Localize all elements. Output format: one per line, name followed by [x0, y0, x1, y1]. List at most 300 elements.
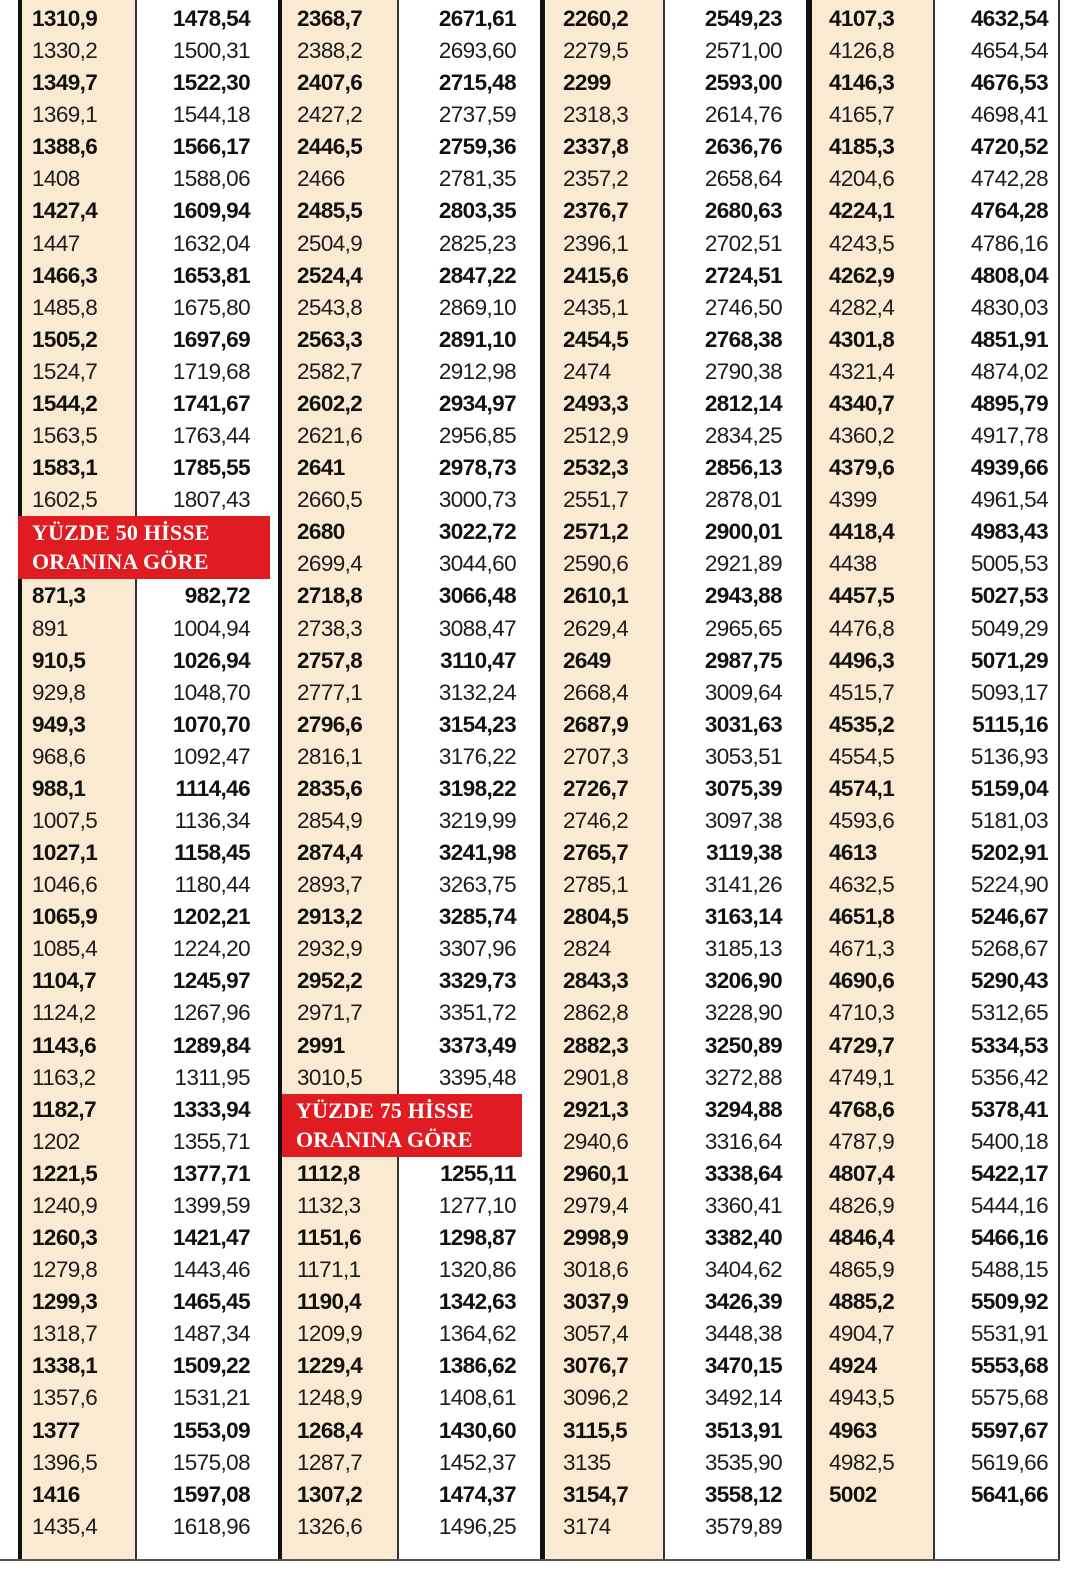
- cell-amount-value: 3022,72: [438, 519, 516, 545]
- cell-amount-value: 1465,45: [172, 1289, 250, 1315]
- cell-amount-value: 3141,26: [704, 872, 782, 898]
- cell-amount-value: 5444,16: [970, 1192, 1048, 1218]
- banner-line: ORANINA GÖRE: [32, 549, 209, 575]
- cell-share-value: 1388,6: [32, 134, 98, 160]
- cell-amount-value: 1618,96: [172, 1513, 250, 1539]
- cell-share-value: 2610,1: [563, 583, 629, 609]
- cell-share-value: 2563,3: [297, 326, 363, 352]
- cell-share-value: 3010,5: [297, 1064, 363, 1090]
- cell-amount-value: 1333,94: [172, 1096, 250, 1122]
- cell-amount-value: 1443,46: [172, 1257, 250, 1283]
- cell-amount-value: 3066,48: [438, 583, 516, 609]
- panel-3-left-rule: [540, 0, 545, 1559]
- cell-share-value: 1182,7: [32, 1096, 96, 1122]
- cell-share-value: 4613: [829, 840, 877, 866]
- cell-share-value: 2551,7: [563, 487, 629, 513]
- cell-amount-value: 3198,22: [438, 775, 516, 801]
- cell-share-value: 4885,2: [829, 1289, 895, 1315]
- cell-amount-value: 3000,73: [438, 487, 516, 513]
- cell-share-value: 4749,1: [829, 1064, 895, 1090]
- cell-share-value: 4262,9: [829, 262, 895, 288]
- cell-share-value: 2668,4: [563, 679, 629, 705]
- cell-share-value: 1287,7: [297, 1449, 363, 1475]
- cell-share-value: 2629,4: [563, 615, 629, 641]
- cell-share-value: 4321,4: [829, 358, 895, 384]
- cell-amount-value: 3579,89: [704, 1513, 782, 1539]
- cell-share-value: 1326,6: [297, 1513, 363, 1539]
- cell-share-value: 1190,4: [297, 1289, 361, 1315]
- cell-amount-value: 1267,96: [172, 1000, 250, 1026]
- cell-share-value: 4807,4: [829, 1160, 895, 1186]
- cell-share-value: 1408: [32, 166, 80, 192]
- cell-share-value: 4496,3: [829, 647, 895, 673]
- cell-amount-value: 1531,21: [172, 1385, 250, 1411]
- cell-amount-value: 3329,73: [438, 968, 516, 994]
- cell-amount-value: 1180,44: [174, 872, 250, 898]
- cell-share-value: 2777,1: [297, 679, 363, 705]
- cell-amount-value: 3294,88: [704, 1096, 782, 1122]
- cell-share-value: 1338,1: [32, 1353, 98, 1379]
- cell-share-value: 1143,6: [32, 1032, 96, 1058]
- cell-amount-value: 5115,16: [972, 711, 1048, 737]
- cell-share-value: 1307,2: [297, 1481, 363, 1507]
- cell-amount-value: 5356,42: [970, 1064, 1048, 1090]
- cell-share-value: 4729,7: [829, 1032, 895, 1058]
- cell-share-value: 988,1: [32, 775, 86, 801]
- cell-share-value: 2299: [563, 70, 611, 96]
- cell-share-value: 2882,3: [563, 1032, 629, 1058]
- cell-share-value: 4146,3: [829, 70, 895, 96]
- cell-amount-value: 1553,09: [172, 1417, 250, 1443]
- cell-amount-value: 5597,67: [970, 1417, 1048, 1443]
- cell-share-value: 2726,7: [563, 775, 629, 801]
- cell-amount-value: 3382,40: [704, 1225, 782, 1251]
- cell-share-value: 2368,7: [297, 6, 363, 31]
- cell-share-value: 1447: [32, 230, 80, 256]
- cell-amount-value: 5027,53: [970, 583, 1048, 609]
- cell-share-value: 1229,4: [297, 1353, 363, 1379]
- cell-amount-value: 2680,63: [704, 198, 782, 224]
- cell-share-value: 4126,8: [829, 38, 895, 64]
- cell-amount-value: 3075,39: [704, 775, 782, 801]
- cell-share-value: 2991: [297, 1032, 345, 1058]
- cell-amount-value: 3263,75: [438, 872, 516, 898]
- cell-amount-value: 1597,08: [172, 1481, 250, 1507]
- cell-share-value: 1151,6: [297, 1225, 361, 1251]
- cell-amount-value: 3470,15: [704, 1353, 782, 1379]
- cell-amount-value: 2781,35: [438, 166, 516, 192]
- cell-amount-value: 2549,23: [704, 6, 782, 31]
- cell-share-value: 1248,9: [297, 1385, 363, 1411]
- cell-amount-value: 2724,51: [704, 262, 782, 288]
- panel-3-mid-rule: [663, 0, 665, 1559]
- cell-share-value: 2816,1: [297, 743, 363, 769]
- cell-share-value: 2699,4: [297, 551, 363, 577]
- cell-amount-value: 2759,36: [438, 134, 516, 160]
- cell-amount-value: 4983,43: [970, 519, 1048, 545]
- cell-amount-value: 1311,95: [174, 1064, 250, 1090]
- cell-amount-value: 5641,66: [970, 1481, 1048, 1507]
- cell-amount-value: 3395,48: [438, 1064, 516, 1090]
- cell-share-value: 1505,2: [32, 326, 98, 352]
- cell-amount-value: 1048,70: [172, 679, 250, 705]
- cell-share-value: 2901,8: [563, 1064, 629, 1090]
- cell-share-value: 4515,7: [829, 679, 895, 705]
- cell-share-value: 2862,8: [563, 1000, 629, 1026]
- cell-amount-value: 2693,60: [438, 38, 516, 64]
- cell-share-value: 4418,4: [829, 519, 895, 545]
- cell-amount-value: 2571,00: [704, 38, 782, 64]
- cell-amount-value: 3097,38: [704, 808, 782, 833]
- cell-amount-value: 5093,17: [970, 679, 1048, 705]
- cell-share-value: 4924: [829, 1353, 877, 1379]
- cell-share-value: 4360,2: [829, 423, 895, 449]
- cell-amount-value: 2891,10: [438, 326, 516, 352]
- cell-share-value: 2835,6: [297, 775, 363, 801]
- cell-share-value: 4379,6: [829, 455, 895, 481]
- cell-amount-value: 1566,17: [172, 134, 250, 160]
- cell-share-value: 4243,5: [829, 230, 895, 256]
- cell-amount-value: 2878,01: [704, 487, 782, 513]
- cell-amount-value: 4764,28: [970, 198, 1048, 224]
- cell-amount-value: 1386,62: [438, 1353, 516, 1379]
- banner-line: ORANINA GÖRE: [296, 1126, 473, 1152]
- cell-amount-value: 5531,91: [970, 1321, 1048, 1347]
- banner-line: YÜZDE 75 HİSSE: [296, 1097, 474, 1123]
- cell-amount-value: 1496,25: [438, 1513, 516, 1539]
- cell-amount-value: 2965,65: [704, 615, 782, 641]
- cell-share-value: 1209,9: [297, 1321, 363, 1347]
- cell-share-value: 2435,1: [563, 294, 629, 320]
- cell-share-value: 4476,8: [829, 615, 895, 641]
- cell-share-value: 2913,2: [297, 904, 363, 930]
- cell-amount-value: 5290,43: [970, 968, 1048, 994]
- cell-share-value: 4282,4: [829, 294, 895, 320]
- cell-amount-value: 3132,24: [438, 679, 516, 705]
- cell-share-value: 2524,4: [297, 262, 363, 288]
- cell-share-value: 4963: [829, 1417, 877, 1443]
- cell-share-value: 1124,2: [32, 1000, 96, 1026]
- cell-amount-value: 5509,92: [970, 1289, 1048, 1315]
- cell-amount-value: 3338,64: [704, 1160, 782, 1186]
- cell-share-value: 1377: [32, 1417, 80, 1443]
- cell-share-value: 5002: [829, 1481, 877, 1507]
- cell-share-value: 1240,9: [32, 1192, 98, 1218]
- cell-amount-value: 1430,60: [438, 1417, 516, 1443]
- cell-amount-value: 3241,98: [438, 840, 516, 866]
- cell-amount-value: 2869,10: [438, 294, 516, 320]
- cell-amount-value: 1004,94: [172, 615, 250, 641]
- cell-share-value: 2893,7: [297, 872, 363, 898]
- cell-share-value: 2493,3: [563, 390, 629, 416]
- cell-amount-value: 5181,03: [970, 808, 1048, 833]
- cell-share-value: 1544,2: [32, 390, 98, 416]
- cell-share-value: 4224,1: [829, 198, 895, 224]
- cell-amount-value: 3316,64: [704, 1128, 782, 1154]
- cell-amount-value: 2658,64: [704, 166, 782, 192]
- cell-amount-value: 2715,48: [438, 70, 516, 96]
- cell-share-value: 1396,5: [32, 1449, 98, 1475]
- cell-share-value: 2971,7: [297, 1000, 363, 1026]
- cell-share-value: 4185,3: [829, 134, 895, 160]
- cell-amount-value: 3535,90: [704, 1449, 782, 1475]
- cell-share-value: 1299,3: [32, 1289, 98, 1315]
- cell-share-value: 2427,2: [297, 102, 363, 128]
- cell-share-value: 2396,1: [563, 230, 629, 256]
- cell-amount-value: 1763,44: [172, 423, 250, 449]
- cell-amount-value: 2834,25: [704, 423, 782, 449]
- cell-share-value: 2785,1: [563, 872, 629, 898]
- cell-share-value: 910,5: [32, 647, 86, 673]
- cell-share-value: 4671,3: [829, 936, 895, 962]
- cell-share-value: 1330,2: [32, 38, 98, 64]
- cell-share-value: 2874,4: [297, 840, 363, 866]
- cell-share-value: 2940,6: [563, 1128, 629, 1154]
- cell-amount-value: 2943,88: [704, 583, 782, 609]
- cell-share-value: 2757,8: [297, 647, 363, 673]
- cell-share-value: 3096,2: [563, 1385, 629, 1411]
- cell-amount-value: 1522,30: [172, 70, 250, 96]
- cell-share-value: 1202: [32, 1128, 80, 1154]
- cell-amount-value: 3219,99: [438, 808, 516, 833]
- cell-amount-value: 1320,86: [438, 1257, 516, 1283]
- cell-share-value: 4982,5: [829, 1449, 895, 1475]
- cell-share-value: 2921,3: [563, 1096, 629, 1122]
- cell-amount-value: 1399,59: [172, 1192, 250, 1218]
- cell-share-value: 2415,6: [563, 262, 629, 288]
- cell-share-value: 1602,5: [32, 487, 98, 513]
- cell-amount-value: 5005,53: [970, 551, 1048, 577]
- cell-amount-value: 1653,81: [172, 262, 250, 288]
- cell-amount-value: 1632,04: [172, 230, 250, 256]
- cell-share-value: 4943,5: [829, 1385, 895, 1411]
- cell-share-value: 2854,9: [297, 808, 363, 833]
- cell-amount-value: 1026,94: [172, 647, 250, 673]
- cell-amount-value: 4895,79: [970, 390, 1048, 416]
- panel-1-left-rule: [18, 0, 22, 1559]
- cell-share-value: 2318,3: [563, 102, 629, 128]
- cell-amount-value: 5422,17: [970, 1160, 1048, 1186]
- cell-share-value: 3135: [563, 1449, 611, 1475]
- cell-amount-value: 2768,38: [704, 326, 782, 352]
- cell-amount-value: 3404,62: [704, 1257, 782, 1283]
- cell-amount-value: 3031,63: [704, 711, 782, 737]
- cell-amount-value: 2825,23: [438, 230, 516, 256]
- cell-share-value: 2571,2: [563, 519, 629, 545]
- banner-p50: [18, 516, 270, 579]
- cell-amount-value: 5488,15: [970, 1257, 1048, 1283]
- cell-share-value: 2485,5: [297, 198, 363, 224]
- cell-share-value: 2718,8: [297, 583, 363, 609]
- cell-amount-value: 2900,01: [704, 519, 782, 545]
- cell-share-value: 2260,2: [563, 6, 629, 31]
- cell-share-value: 1268,4: [297, 1417, 363, 1443]
- cell-amount-value: 1277,10: [438, 1192, 516, 1218]
- cell-share-value: 2446,5: [297, 134, 363, 160]
- cell-share-value: 2543,8: [297, 294, 363, 320]
- cell-share-value: 2738,3: [297, 615, 363, 641]
- cell-amount-value: 1092,47: [172, 743, 250, 769]
- cell-amount-value: 1741,67: [172, 390, 250, 416]
- cell-amount-value: 1478,54: [172, 6, 250, 31]
- cell-share-value: 1435,4: [32, 1513, 98, 1539]
- cell-amount-value: 5553,68: [970, 1353, 1048, 1379]
- cell-amount-value: 3360,41: [704, 1192, 782, 1218]
- cell-share-value: 1007,5: [32, 808, 98, 833]
- cell-share-value: 2960,1: [563, 1160, 629, 1186]
- cell-share-value: 2590,6: [563, 551, 629, 577]
- cell-amount-value: 5466,16: [970, 1225, 1048, 1251]
- cell-share-value: 2998,9: [563, 1225, 629, 1251]
- cell-share-value: 4846,4: [829, 1225, 895, 1251]
- cell-share-value: 2621,6: [297, 423, 363, 449]
- cell-amount-value: 3228,90: [704, 1000, 782, 1026]
- cell-share-value: 2641: [297, 455, 345, 481]
- cell-amount-value: 2847,22: [438, 262, 516, 288]
- cell-amount-value: 2702,51: [704, 230, 782, 256]
- cell-share-value: 4301,8: [829, 326, 895, 352]
- cell-share-value: 1318,7: [32, 1321, 98, 1347]
- cell-share-value: 4826,9: [829, 1192, 895, 1218]
- cell-share-value: 1085,4: [32, 936, 98, 962]
- cell-share-value: 1369,1: [32, 102, 98, 128]
- cell-amount-value: 1421,47: [172, 1225, 250, 1251]
- panel-2-mid-rule: [397, 0, 399, 1559]
- cell-amount-value: 2593,00: [704, 70, 782, 96]
- cell-share-value: 2504,9: [297, 230, 363, 256]
- cell-amount-value: 3154,23: [438, 711, 516, 737]
- cell-amount-value: 3373,49: [438, 1032, 516, 1058]
- cell-share-value: 2746,2: [563, 808, 629, 833]
- cell-share-value: 4457,5: [829, 583, 895, 609]
- cell-share-value: 1427,4: [32, 198, 98, 224]
- cell-amount-value: 4874,02: [970, 358, 1048, 384]
- cell-share-value: 4651,8: [829, 904, 895, 930]
- cell-amount-value: 3053,51: [704, 743, 782, 769]
- cell-share-value: 1416: [32, 1481, 80, 1507]
- cell-share-value: 1171,1: [297, 1257, 361, 1283]
- cell-amount-value: 4632,54: [970, 6, 1048, 31]
- cell-share-value: 929,8: [32, 679, 86, 705]
- cell-share-value: 2337,8: [563, 134, 629, 160]
- cell-amount-value: 4742,28: [970, 166, 1048, 192]
- cell-amount-value: 2856,13: [704, 455, 782, 481]
- cell-share-value: 1583,1: [32, 455, 98, 481]
- cell-share-value: 1279,8: [32, 1257, 98, 1283]
- cell-share-value: 2765,7: [563, 840, 629, 866]
- cell-amount-value: 1588,06: [172, 166, 250, 192]
- cell-share-value: 1027,1: [32, 840, 98, 866]
- cell-amount-value: 1697,69: [172, 326, 250, 352]
- cell-share-value: 2649: [563, 647, 611, 673]
- cell-share-value: 4535,2: [829, 711, 895, 737]
- cell-amount-value: 5136,93: [970, 743, 1048, 769]
- cell-amount-value: 3307,96: [438, 936, 516, 962]
- cell-amount-value: 1675,80: [172, 294, 250, 320]
- cell-share-value: 2454,5: [563, 326, 629, 352]
- cell-amount-value: 1487,34: [172, 1321, 250, 1347]
- cell-amount-value: 1474,37: [438, 1481, 516, 1507]
- cell-amount-value: 2912,98: [438, 358, 516, 384]
- cell-amount-value: 4808,04: [970, 262, 1048, 288]
- cell-share-value: 2660,5: [297, 487, 363, 513]
- cell-amount-value: 1364,62: [438, 1321, 516, 1347]
- cell-share-value: 2824: [563, 936, 611, 962]
- cell-share-value: 4554,5: [829, 743, 895, 769]
- cell-share-value: 4865,9: [829, 1257, 895, 1283]
- cell-share-value: 4632,5: [829, 872, 895, 898]
- cell-amount-value: 1719,68: [172, 358, 250, 384]
- cell-amount-value: 5312,65: [970, 1000, 1048, 1026]
- cell-share-value: 2804,5: [563, 904, 629, 930]
- cell-share-value: 1466,3: [32, 262, 98, 288]
- cell-amount-value: 3206,90: [704, 968, 782, 994]
- cell-amount-value: 1500,31: [172, 38, 250, 64]
- cell-amount-value: 1158,45: [174, 840, 250, 866]
- cell-share-value: 2512,9: [563, 423, 629, 449]
- cell-amount-value: 4961,54: [970, 487, 1048, 513]
- cell-amount-value: 1245,97: [172, 968, 250, 994]
- cell-share-value: 2979,4: [563, 1192, 629, 1218]
- cell-amount-value: 4676,53: [970, 70, 1048, 96]
- cell-amount-value: 3163,14: [704, 904, 782, 930]
- cell-amount-value: 1408,61: [438, 1385, 516, 1411]
- cell-share-value: 4690,6: [829, 968, 895, 994]
- cell-amount-value: 1807,43: [172, 487, 250, 513]
- cell-share-value: 1349,7: [32, 70, 98, 96]
- cell-amount-value: 3492,14: [704, 1385, 782, 1411]
- cell-amount-value: 5575,68: [970, 1385, 1048, 1411]
- cell-amount-value: 3513,91: [704, 1417, 782, 1443]
- cell-amount-value: 4851,91: [970, 326, 1048, 352]
- cell-amount-value: 1452,37: [438, 1449, 516, 1475]
- cell-share-value: 1524,7: [32, 358, 98, 384]
- cell-amount-value: 5049,29: [970, 615, 1048, 641]
- cell-share-value: 3057,4: [563, 1321, 629, 1347]
- cell-share-value: 2680: [297, 519, 345, 545]
- cell-share-value: 2357,2: [563, 166, 629, 192]
- cell-share-value: 4340,7: [829, 390, 895, 416]
- cell-amount-value: 5224,90: [970, 872, 1048, 898]
- cell-amount-value: 5400,18: [970, 1128, 1048, 1154]
- cell-share-value: 2687,9: [563, 711, 629, 737]
- cell-amount-value: 3351,72: [438, 1000, 516, 1026]
- cell-share-value: 968,6: [32, 743, 86, 769]
- cell-amount-value: 1575,08: [172, 1449, 250, 1475]
- cell-amount-value: 1224,20: [172, 936, 250, 962]
- cell-share-value: 4204,6: [829, 166, 895, 192]
- cell-amount-value: 2636,76: [704, 134, 782, 160]
- cell-amount-value: 3448,38: [704, 1321, 782, 1347]
- cell-amount-value: 4939,66: [970, 455, 1048, 481]
- cell-amount-value: 3176,22: [438, 743, 516, 769]
- cell-amount-value: 2614,76: [704, 102, 782, 128]
- cell-amount-value: 1114,46: [175, 775, 250, 801]
- cell-share-value: 2796,6: [297, 711, 363, 737]
- cell-amount-value: 4830,03: [970, 294, 1048, 320]
- cell-share-value: 3115,5: [563, 1417, 627, 1443]
- panel-4-mid-rule: [933, 0, 935, 1559]
- cell-amount-value: 3558,12: [704, 1481, 782, 1507]
- cell-amount-value: 4698,41: [970, 102, 1048, 128]
- cell-amount-value: 982,72: [184, 583, 250, 609]
- cell-share-value: 1310,9: [32, 6, 98, 31]
- cell-share-value: 2376,7: [563, 198, 629, 224]
- cell-amount-value: 4720,52: [970, 134, 1048, 160]
- cell-amount-value: 2737,59: [438, 102, 516, 128]
- cell-amount-value: 1785,55: [172, 455, 250, 481]
- cell-share-value: 1065,9: [32, 904, 98, 930]
